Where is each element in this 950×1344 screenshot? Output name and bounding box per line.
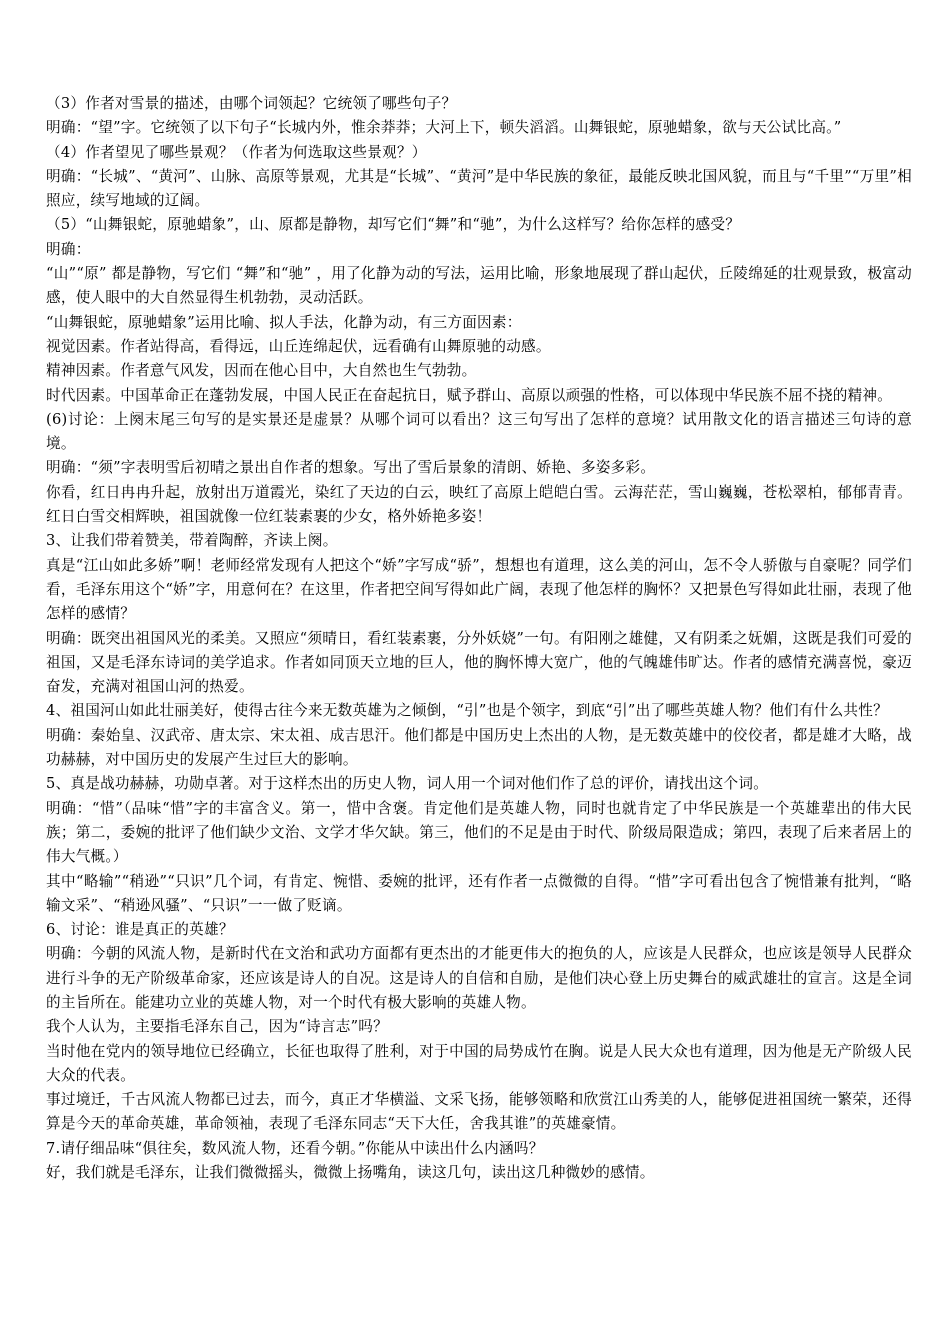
paragraph-a5-era: 时代因素。中国革命正在蓬勃发展，中国人民正在奋起抗日，赋予群山、高原以顽强的性格，可以体现中华民族不屈不挠的精神。 [46, 386, 893, 404]
paragraph-a5-2: “山舞银蛇，原驰蜡象”运用比喻、拟人手法，化静为动，有三方面因素： [46, 313, 522, 331]
paragraph-a6-description: 你看，红日冉冉升起，放射出万道霞光，染红了天边的白云，映红了高原上皑皑白雪。云海茫茫，雪山巍巍，苍松翠柏，郁郁青青。红日白雪交相辉映，祖国就像一位红装素裹的少女，格外娇艳多姿！ [46, 483, 912, 526]
paragraph-step6-conclusion: 事过境迁，千古风流人物都已过去，而今，真正才华横溢、文采飞扬，能够领略和欣赏江山秀美的人，能够促进祖国统一繁荣，还得算是今天的革命英雄，革命领袖，表现了毛泽东同志“天下大任，舍我其谁”的英雄豪情。 [46, 1091, 912, 1133]
paragraph-step7-reading: 好，我们就是毛泽东，让我们微微摇头，微微上扬嘴角，读这几句，读出这几种微妙的感情。 [46, 1164, 655, 1182]
paragraph-q4: （4）作者望见了哪些景观？（作者为何选取这些景观？） [46, 143, 427, 161]
paragraph-step6-context: 当时他在党内的领导地位已经确立，长征也取得了胜利，对于中国的局势成竹在胸。说是人民大众也有道理，因为他是无产阶级人民大众的代表。 [46, 1042, 912, 1084]
paragraph-step5: 5、真是战功赫赫，功勋卓著。对于这样杰出的历史人物，词人用一个词对他们作了总的评价，请找出这个词。 [46, 775, 769, 793]
paragraph-a5-label: 明确： [46, 240, 91, 258]
document-body [46, 92, 912, 1185]
paragraph-step6: 6、讨论：谁是真正的英雄？ [46, 921, 234, 939]
paragraph-step4-answer: 明确：秦始皇、汉武帝、唐太宗、宋太祖、成吉思汗。他们都是中国历史上杰出的人物，是无数英雄中的佼佼者，都是雄才大略，战功赫赫，对中国历史的发展产生过巨大的影响。 [46, 726, 912, 769]
paragraph-step4: 4、祖国河山如此壮丽美好，使得古往今来无数英雄为之倾倒，“引”也是个领字，到底“引”出了哪些英雄人物？他们有什么共性？ [46, 702, 888, 720]
paragraph-a3: 明确：“望”字。它统领了以下句子“长城内外，惟余莽莽；大河上下，顿失滔滔。山舞银蛇，原驰蜡象，欲与天公试比高。” [46, 119, 842, 137]
paragraph-step3-answer: 明确：既突出祖国风光的柔美。又照应“须晴日，看红装素裹，分外妖娆”一句。有阳刚之雄健，又有阴柔之妩媚，这既是我们可爱的祖国，又是毛泽东诗词的美学追求。作者如同顶天立地的巨人，他的胸怀博大宽广，他的气魄雄伟旷达。作者的感情充满喜悦，豪迈奋发，充满对祖国山河的热爱。 [46, 629, 912, 696]
paragraph-a5-spirit: 精神因素。作者意气风发，因而在他心目中，大自然也生气勃勃。 [46, 362, 477, 380]
paragraph-step6-answer: 明确：今朝的风流人物，是新时代在文治和武功方面都有更杰出的才能更伟大的抱负的人，应该是人民群众，也应该是领导人民群众进行斗争的无产阶级革命家，还应该是诗人的自况。这是诗人的自信和自励，是他们决心登上历史舞台的威武雄壮的宣言。这是全词的主旨所在。能建功立业的英雄人物，对一个时代有极大影响的英雄人物。 [46, 945, 912, 1011]
paragraph-step6-opinion: 我个人认为，主要指毛泽东自己，因为“诗言志”吗？ [46, 1018, 388, 1036]
paragraph-q6: (6)讨论：上阕末尾三句写的是实景还是虚景？从哪个词可以看出？这三句写出了怎样的意境？试用散文化的语言描述三句诗的意境。 [46, 410, 912, 453]
paragraph-q5: （5）“山舞银蛇，原驰蜡象”，山、原都是静物，却写它们“舞”和“驰”，为什么这样写？给你怎样的感受？ [46, 216, 741, 234]
paragraph-a5-visual: 视觉因素。作者站得高，看得远，山丘连绵起伏，远看确有山舞原驰的动感。 [46, 337, 551, 355]
paragraph-step7: 7.请仔细品味“俱往矣，数风流人物，还看今朝。”你能从中读出什么内涵吗？ [46, 1139, 544, 1157]
paragraph-step5-analysis: 其中“略输”“稍逊”“只识”几个词，有肯定、惋惜、委婉的批评，还有作者一点微微的自得。“惜”字可看出包含了惋惜兼有批判，“略输文采”、“稍逊风骚”、“只识”一一做了贬谪。 [46, 872, 912, 914]
paragraph-step5-answer: 明确：“惜”（品味“惜”字的丰富含义。第一，惜中含褒。肯定他们是英雄人物，同时也就肯定了中华民族是一个英雄辈出的伟大民族；第二，委婉的批评了他们缺少文治、文学才华欠缺。第三，他们的不足是由于时代、阶级局限造成；第四，表现了后来者居上的伟大气概。） [46, 799, 912, 866]
paragraph-step3: 3、让我们带着赞美，带着陶醉，齐读上阕。 [46, 532, 338, 550]
paragraph-a5-1: “山”“原” 都是静物，写它们 “舞”和“驰” ，用了化静为动的写法，运用比喻，形象地展现了群山起伏，丘陵绵延的壮观景致，极富动感，使人眼中的大自然显得生机勃勃，灵动活跃。 [46, 265, 912, 307]
paragraph-a4: 明确：“长城”、“黄河”、山脉、高原等景观，尤其是“长城”、“黄河”是中华民族的象征，最能反映北国风貌，而且与“千里”“万里”相照应，续写地域的辽阔。 [46, 167, 912, 210]
paragraph-q3: （3）作者对雪景的描述，由哪个词领起？它统领了哪些句子？ [46, 95, 457, 112]
paragraph-a6: 明确：“须”字表明雪后初晴之景出自作者的想象。写出了雪后景象的清朗、娇艳、多姿多彩。 [46, 459, 656, 477]
paragraph-step3-question: 真是“江山如此多娇”啊！老师经常发现有人把这个“娇”字写成“骄”，想想也有道理，这么美的河山，怎不令人骄傲与自豪呢？同学们看，毛泽东用这个“娇”字，用意何在？在这里，作者把空间写得如此广阔，表现了他怎样的胸怀？又把景色写得如此壮丽，表现了他怎样的感情？ [46, 556, 912, 623]
